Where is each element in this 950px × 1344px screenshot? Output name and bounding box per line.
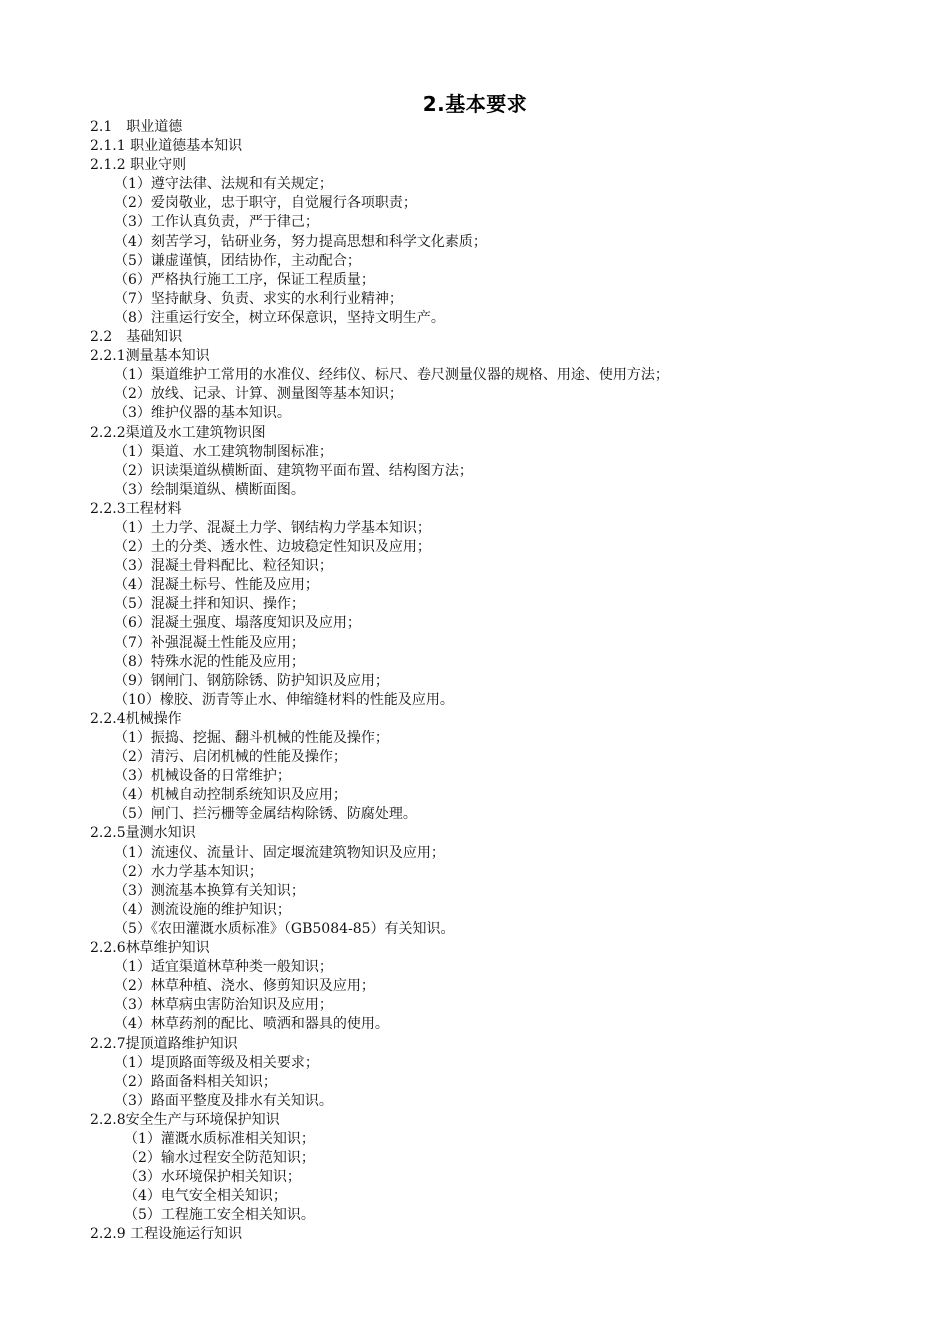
list-item: （5）谦虚谨慎，团结协作，主动配合；	[114, 252, 361, 269]
section-heading: 2.2.2渠道及水工建筑物识图	[90, 424, 266, 441]
list-item: （1）遵守法律、法规和有关规定；	[114, 176, 333, 193]
list-item: （6）混凝土强度、塌落度知识及应用；	[114, 615, 361, 632]
page-title: 2.基本要求	[422, 92, 528, 116]
list-item: （2）清污、启闭机械的性能及操作；	[114, 749, 347, 766]
list-item: （5）混凝土拌和知识、操作；	[114, 596, 305, 613]
list-item: （2）放线、记录、计算、测量图等基本知识；	[114, 386, 403, 403]
section-heading: 2.2.4机械操作	[90, 710, 182, 727]
list-item: （2）识读渠道纵横断面、建筑物平面布置、结构图方法；	[114, 462, 473, 479]
list-item: （9）钢闸门、钢筋除锈、防护知识及应用；	[114, 672, 389, 689]
list-item: （4）林草药剂的配比、喷洒和器具的使用。	[114, 1016, 389, 1033]
list-item: （2）水力学基本知识；	[114, 863, 263, 880]
list-item: （2）路面备料相关知识；	[114, 1073, 277, 1090]
list-item: （3）水环境保护相关知识；	[124, 1169, 301, 1186]
section-heading: 2.2.9 工程设施运行知识	[90, 1226, 243, 1243]
list-item: （5）《农田灌溉水质标准》（GB5084-85）有关知识。	[114, 920, 455, 937]
list-item: （10）橡胶、沥青等止水、伸缩缝材料的性能及应用。	[114, 691, 454, 708]
list-item: （8）特殊水泥的性能及应用；	[114, 653, 305, 670]
list-item: （3）林草病虫害防治知识及应用；	[114, 997, 333, 1014]
section-heading: 2.2.5量测水知识	[90, 825, 196, 842]
section-heading: 2.2.7提顶道路维护知识	[90, 1035, 238, 1052]
list-item: （8）注重运行安全，树立环保意识，坚持文明生产。	[114, 309, 445, 326]
list-item: （2）输水过程安全防范知识；	[124, 1150, 315, 1167]
list-item: （3）路面平整度及排水有关知识。	[114, 1092, 333, 1109]
list-item: （7）补强混凝土性能及应用；	[114, 634, 305, 651]
list-item: （3）工作认真负责，严于律己；	[114, 214, 319, 231]
section-heading: 2.2.3工程材料	[90, 500, 182, 517]
list-item: （1）适宜渠道林草种类一般知识；	[114, 959, 333, 976]
list-item: （2）爱岗敬业，忠于职守，自觉履行各项职责；	[114, 195, 417, 212]
list-item: （1）渠道维护工常用的水准仪、经纬仪、标尺、卷尺测量仪器的规格、用途、使用方法；	[114, 367, 669, 384]
list-item: （4）机械自动控制系统知识及应用；	[114, 787, 347, 804]
list-item: （3）维护仪器的基本知识。	[114, 405, 291, 422]
list-item: （2）土的分类、透水性、边坡稳定性知识及应用；	[114, 539, 431, 556]
list-item: （1）灌溉水质标准相关知识；	[124, 1130, 315, 1147]
list-item: （4）刻苦学习，钻研业务，努力提高思想和科学文化素质；	[114, 233, 487, 250]
list-item: （4）测流设施的维护知识；	[114, 901, 291, 918]
list-item: （1）渠道、水工建筑物制图标准；	[114, 443, 333, 460]
list-item: （3）绘制渠道纵、横断面图。	[114, 481, 305, 498]
list-item: （4）电气安全相关知识；	[124, 1188, 287, 1205]
list-item: （3）混凝土骨料配比、粒径知识；	[114, 558, 333, 575]
list-item: （1）振捣、挖掘、翻斗机械的性能及操作；	[114, 730, 389, 746]
list-item: （6）严格执行施工工序，保证工程质量；	[114, 271, 375, 288]
section-heading: 2.2.6林草维护知识	[90, 940, 210, 957]
section-heading: 2.1.2 职业守则	[90, 157, 187, 174]
list-item: （5）闸门、拦污栅等金属结构除锈、防腐处理。	[114, 806, 417, 823]
section-heading: 2.2.1测量基本知识	[90, 348, 210, 365]
section-heading: 2.1 职业道德	[90, 119, 183, 135]
list-item: （7）坚持献身、负责、求实的水利行业精神；	[114, 290, 403, 307]
section-heading: 2.2 基础知识	[90, 329, 183, 346]
section-heading: 2.2.8安全生产与环境保护知识	[90, 1111, 280, 1128]
list-item: （4）混凝土标号、性能及应用；	[114, 577, 319, 594]
list-item: （1）土力学、混凝土力学、钢结构力学基本知识；	[114, 519, 431, 536]
list-item: （3）测流基本换算有关知识；	[114, 882, 305, 899]
list-item: （2）林草种植、浇水、修剪知识及应用；	[114, 978, 375, 995]
list-item: （1）堤顶路面等级及相关要求；	[114, 1054, 319, 1071]
section-heading: 2.1.1 职业道德基本知识	[90, 138, 243, 155]
list-item: （5）工程施工安全相关知识。	[124, 1207, 315, 1224]
list-item: （3）机械设备的日常维护；	[114, 768, 291, 785]
list-item: （1）流速仪、流量计、固定堰流建筑物知识及应用；	[114, 844, 445, 861]
document-body	[90, 118, 910, 1245]
